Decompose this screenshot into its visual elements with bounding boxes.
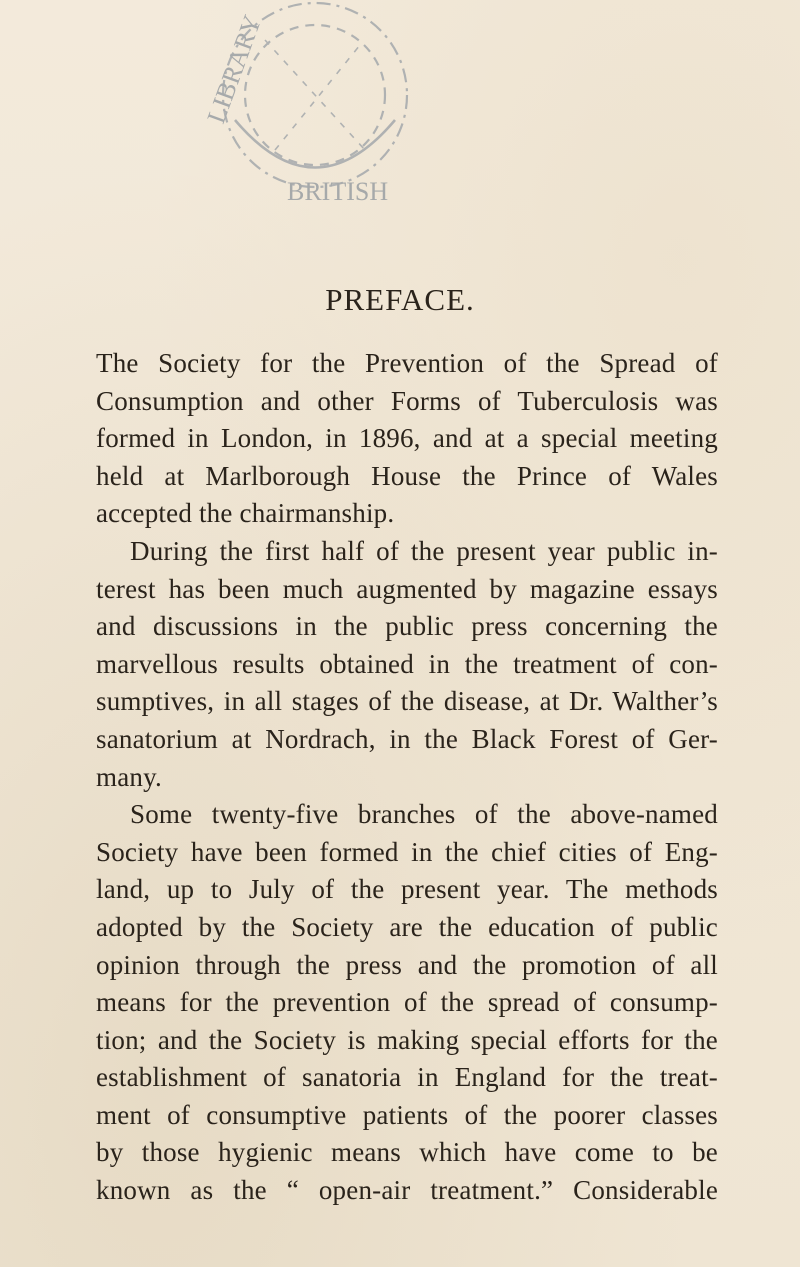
text-line: During the first half of the present year public in- xyxy=(130,535,718,566)
text-line: by those hygienic means which have come to be xyxy=(96,1137,718,1168)
text-line: known as the “ open-air treatment.” Considerable xyxy=(96,1175,718,1206)
text-line: Consumption and other Forms of Tuberculosis was xyxy=(96,385,718,416)
text-line: sanatorium at Nordrach, in the Black Forest of Ger- xyxy=(96,723,718,754)
stamp-word-british: BRITISH xyxy=(287,177,389,206)
text-line: tion; and the Society is making special efforts for the xyxy=(96,1024,718,1055)
text-line: many. xyxy=(96,761,162,792)
text-line: and discussions in the public press concerning the xyxy=(96,611,718,642)
text-line: Society have been formed in the chief cities of Eng- xyxy=(96,836,718,867)
text-line: land, up to July of the present year. The methods xyxy=(96,874,718,905)
text-line: adopted by the Society are the education of public xyxy=(96,911,718,942)
text-line: ment of consumptive patients of the poorer classes xyxy=(96,1099,718,1130)
text-line: accepted the chairmanship. xyxy=(96,498,395,529)
stamp-word-library: LIBRARY xyxy=(201,11,268,128)
text-line: terest has been much augmented by magazine essays xyxy=(96,573,718,604)
page-title: PREFACE. xyxy=(325,282,475,317)
text-line: sumptives, in all stages of the disease, at Dr. Walther’s xyxy=(96,686,718,717)
text-line: Some twenty-five branches of the above-named xyxy=(130,799,718,830)
text-line: establishment of sanatoria in England for the treat- xyxy=(96,1062,718,1093)
preface-body xyxy=(96,345,718,1210)
text-line: means for the prevention of the spread of consump- xyxy=(96,987,718,1018)
text-line: The Society for the Prevention of the Spread of xyxy=(96,348,718,378)
text-line: formed in London, in 1896, and at a special meeting xyxy=(96,423,718,454)
library-stamp xyxy=(195,0,435,215)
text-line: marvellous results obtained in the treatment of con- xyxy=(96,648,718,679)
text-line: opinion through the press and the promotion of all xyxy=(96,949,718,980)
text-line: held at Marlborough House the Prince of Wales xyxy=(96,460,718,491)
